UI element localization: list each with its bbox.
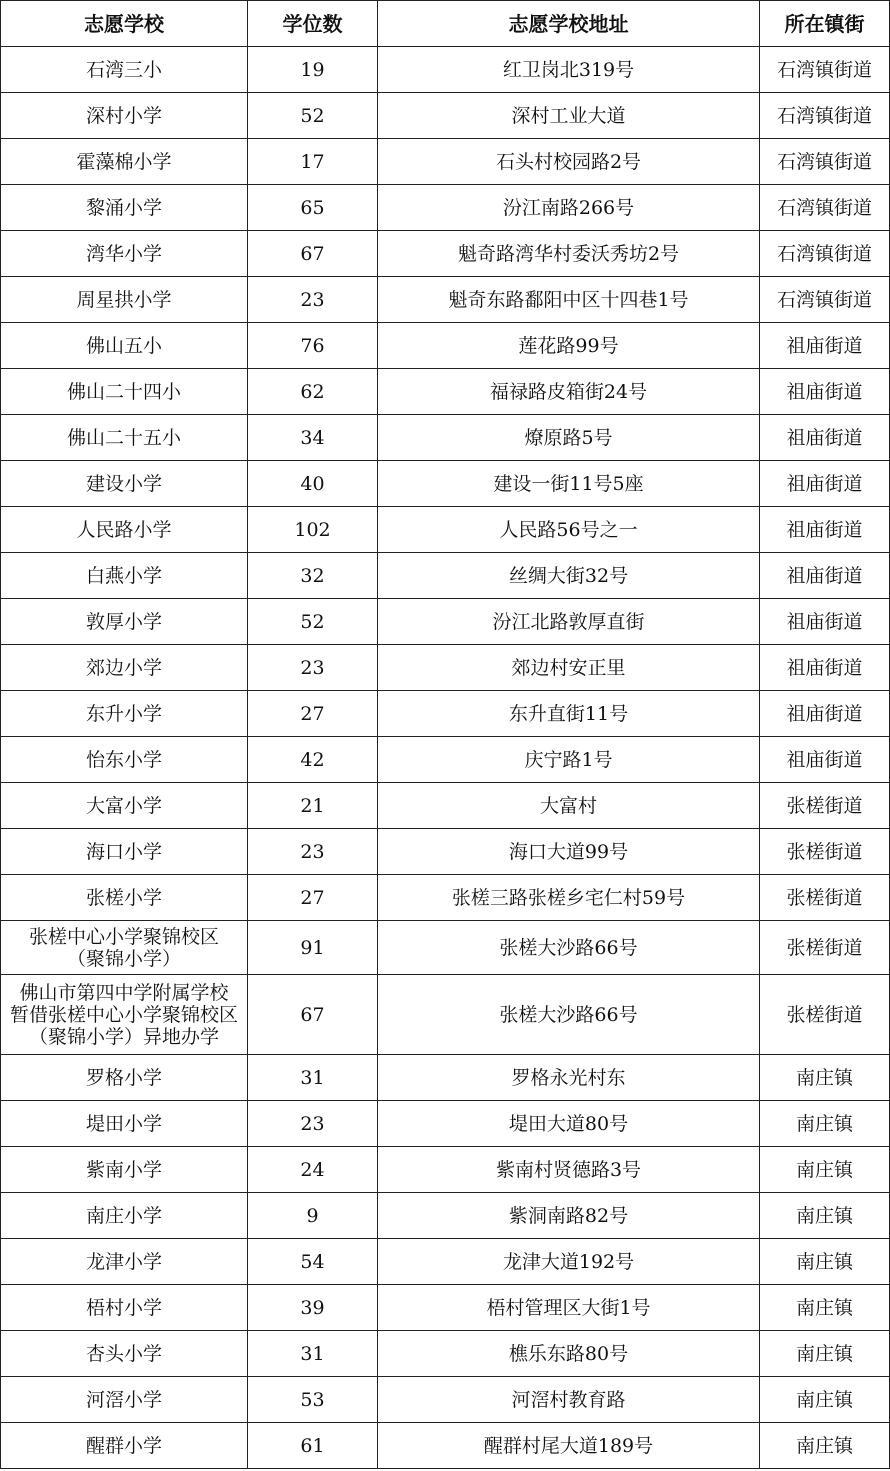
seat-count: 23 — [248, 1101, 378, 1147]
seat-count: 102 — [248, 507, 378, 553]
table-row — [1, 323, 890, 369]
table-row — [1, 737, 890, 783]
school-address: 燎原路5号 — [378, 415, 760, 461]
school-street: 南庄镇 — [760, 1377, 890, 1423]
school-address: 魁奇路湾华村委沃秀坊2号 — [378, 231, 760, 277]
school-address: 大富村 — [378, 783, 760, 829]
school-name — [1, 921, 248, 975]
school-name — [1, 975, 248, 1055]
table-row — [1, 1285, 890, 1331]
school-street: 南庄镇 — [760, 1239, 890, 1285]
table-row — [1, 139, 890, 185]
seat-count: 23 — [248, 277, 378, 323]
seat-count: 52 — [248, 93, 378, 139]
school-name: 佛山二十四小 — [1, 369, 248, 415]
school-address: 张槎大沙路66号 — [378, 921, 760, 975]
school-name: 建设小学 — [1, 461, 248, 507]
school-name: 梧村小学 — [1, 1285, 248, 1331]
school-name: 醒群小学 — [1, 1423, 248, 1469]
school-name-line: （聚锦小学） — [66, 947, 181, 970]
school-street: 石湾镇街道 — [760, 185, 890, 231]
school-address: 河滘村教育路 — [378, 1377, 760, 1423]
table-row — [1, 1101, 890, 1147]
school-name: 大富小学 — [1, 783, 248, 829]
seat-count: 62 — [248, 369, 378, 415]
school-street: 张槎街道 — [760, 783, 890, 829]
seat-count: 52 — [248, 599, 378, 645]
seat-count: 23 — [248, 829, 378, 875]
school-name: 湾华小学 — [1, 231, 248, 277]
school-street: 祖庙街道 — [760, 599, 890, 645]
school-street: 张槎街道 — [760, 829, 890, 875]
school-street: 南庄镇 — [760, 1193, 890, 1239]
seat-count: 65 — [248, 185, 378, 231]
seat-count: 34 — [248, 415, 378, 461]
table-row — [1, 461, 890, 507]
table-row — [1, 1193, 890, 1239]
school-address: 紫洞南路82号 — [378, 1193, 760, 1239]
school-name: 敦厚小学 — [1, 599, 248, 645]
school-name: 河滘小学 — [1, 1377, 248, 1423]
seat-count: 32 — [248, 553, 378, 599]
school-address: 丝绸大街32号 — [378, 553, 760, 599]
school-address: 海口大道99号 — [378, 829, 760, 875]
school-address: 樵乐东路80号 — [378, 1331, 760, 1377]
header-school: 志愿学校 — [1, 1, 248, 47]
school-name: 紫南小学 — [1, 1147, 248, 1193]
seat-count: 27 — [248, 875, 378, 921]
school-name: 郊边小学 — [1, 645, 248, 691]
table-row — [1, 921, 890, 975]
table-row — [1, 1331, 890, 1377]
school-address: 汾江北路敦厚直街 — [378, 599, 760, 645]
school-address: 深村工业大道 — [378, 93, 760, 139]
school-name: 东升小学 — [1, 691, 248, 737]
school-name: 怡东小学 — [1, 737, 248, 783]
header-street: 所在镇街 — [760, 1, 890, 47]
school-address: 红卫岗北319号 — [378, 47, 760, 93]
seat-count: 17 — [248, 139, 378, 185]
seat-count: 54 — [248, 1239, 378, 1285]
school-street: 祖庙街道 — [760, 737, 890, 783]
seat-count: 31 — [248, 1331, 378, 1377]
school-name: 龙津小学 — [1, 1239, 248, 1285]
seat-count: 31 — [248, 1055, 378, 1101]
school-name: 黎涌小学 — [1, 185, 248, 231]
school-street: 南庄镇 — [760, 1331, 890, 1377]
table-header-row — [1, 1, 890, 47]
seat-count: 21 — [248, 783, 378, 829]
table-row — [1, 1377, 890, 1423]
table-row — [1, 783, 890, 829]
school-address: 石头村校园路2号 — [378, 139, 760, 185]
school-address: 梧村管理区大街1号 — [378, 1285, 760, 1331]
seat-count: 91 — [248, 921, 378, 975]
school-street: 南庄镇 — [760, 1147, 890, 1193]
school-address: 东升直街11号 — [378, 691, 760, 737]
school-street: 张槎街道 — [760, 875, 890, 921]
school-street: 南庄镇 — [760, 1055, 890, 1101]
seat-count: 39 — [248, 1285, 378, 1331]
school-street: 祖庙街道 — [760, 507, 890, 553]
seat-count: 23 — [248, 645, 378, 691]
seat-count: 67 — [248, 231, 378, 277]
school-address: 罗格永光村东 — [378, 1055, 760, 1101]
school-name-line: （聚锦小学）异地办学 — [28, 1025, 219, 1048]
school-name: 南庄小学 — [1, 1193, 248, 1239]
table-row — [1, 185, 890, 231]
table-row — [1, 691, 890, 737]
school-street: 祖庙街道 — [760, 415, 890, 461]
school-address: 莲花路99号 — [378, 323, 760, 369]
school-street: 石湾镇街道 — [760, 93, 890, 139]
school-address: 庆宁路1号 — [378, 737, 760, 783]
seat-count: 9 — [248, 1193, 378, 1239]
school-name-line: 张槎中心小学聚锦校区 — [28, 925, 219, 948]
table-row — [1, 599, 890, 645]
seat-count: 40 — [248, 461, 378, 507]
school-street: 张槎街道 — [760, 921, 890, 975]
seat-count: 61 — [248, 1423, 378, 1469]
table-row — [1, 231, 890, 277]
table-row — [1, 277, 890, 323]
school-name: 石湾三小 — [1, 47, 248, 93]
table-row — [1, 1239, 890, 1285]
seat-count: 53 — [248, 1377, 378, 1423]
school-street: 祖庙街道 — [760, 691, 890, 737]
table-row — [1, 829, 890, 875]
table-row — [1, 975, 890, 1055]
school-name: 张槎小学 — [1, 875, 248, 921]
school-address: 紫南村贤德路3号 — [378, 1147, 760, 1193]
school-name: 佛山五小 — [1, 323, 248, 369]
header-seats: 学位数 — [248, 1, 378, 47]
school-address: 魁奇东路鄱阳中区十四巷1号 — [378, 277, 760, 323]
school-street: 祖庙街道 — [760, 461, 890, 507]
table-row — [1, 1423, 890, 1469]
school-name: 堤田小学 — [1, 1101, 248, 1147]
school-street: 南庄镇 — [760, 1285, 890, 1331]
school-address: 郊边村安正里 — [378, 645, 760, 691]
header-address: 志愿学校地址 — [378, 1, 760, 47]
table-row — [1, 415, 890, 461]
table-row — [1, 369, 890, 415]
table-row — [1, 93, 890, 139]
school-address: 建设一街11号5座 — [378, 461, 760, 507]
table-row — [1, 645, 890, 691]
seat-count: 27 — [248, 691, 378, 737]
table-row — [1, 875, 890, 921]
school-name: 人民路小学 — [1, 507, 248, 553]
school-name: 白燕小学 — [1, 553, 248, 599]
seat-count: 42 — [248, 737, 378, 783]
table-row — [1, 1147, 890, 1193]
school-name: 海口小学 — [1, 829, 248, 875]
school-name-line: 暂借张槎中心小学聚锦校区 — [9, 1003, 238, 1026]
table-row — [1, 507, 890, 553]
seat-count: 67 — [248, 975, 378, 1055]
school-address: 福禄路皮箱街24号 — [378, 369, 760, 415]
school-street: 祖庙街道 — [760, 645, 890, 691]
table-row — [1, 553, 890, 599]
school-address: 张槎三路张槎乡宅仁村59号 — [378, 875, 760, 921]
school-address: 醒群村尾大道189号 — [378, 1423, 760, 1469]
school-street: 石湾镇街道 — [760, 231, 890, 277]
school-address: 汾江南路266号 — [378, 185, 760, 231]
school-name: 罗格小学 — [1, 1055, 248, 1101]
seat-count: 76 — [248, 323, 378, 369]
school-street: 石湾镇街道 — [760, 47, 890, 93]
school-address: 张槎大沙路66号 — [378, 975, 760, 1055]
table-row — [1, 1055, 890, 1101]
school-name: 深村小学 — [1, 93, 248, 139]
school-name: 佛山二十五小 — [1, 415, 248, 461]
school-address: 堤田大道80号 — [378, 1101, 760, 1147]
seat-count: 24 — [248, 1147, 378, 1193]
school-name: 周星拱小学 — [1, 277, 248, 323]
school-name-line: 佛山市第四中学附属学校 — [19, 981, 229, 1004]
school-name: 杏头小学 — [1, 1331, 248, 1377]
school-street: 南庄镇 — [760, 1101, 890, 1147]
school-street: 祖庙街道 — [760, 553, 890, 599]
school-street: 石湾镇街道 — [760, 139, 890, 185]
school-street: 祖庙街道 — [760, 323, 890, 369]
school-address: 龙津大道192号 — [378, 1239, 760, 1285]
school-name: 霍藻棉小学 — [1, 139, 248, 185]
table-row — [1, 47, 890, 93]
school-address: 人民路56号之一 — [378, 507, 760, 553]
school-street: 张槎街道 — [760, 975, 890, 1055]
school-street: 石湾镇街道 — [760, 277, 890, 323]
school-street: 祖庙街道 — [760, 369, 890, 415]
school-street: 南庄镇 — [760, 1423, 890, 1469]
seat-count: 19 — [248, 47, 378, 93]
